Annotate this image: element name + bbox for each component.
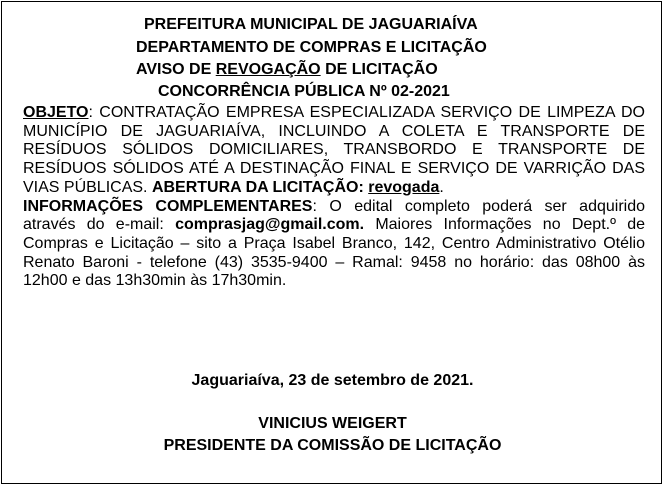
abertura-colon: : [358,178,369,196]
objeto-paragraph [23,104,645,198]
header-municipality: PREFEITURA MUNICIPAL DE JAGUARIAÍVA [144,16,478,33]
abertura-label: ABERTURA DA LICITAÇÃO [151,178,359,196]
objeto-label: OBJETO [23,104,89,121]
signatory-name: VINICIUS WEIGERT [258,415,407,432]
info-text-1: : O edital completo poderá ser adquirido através do e-mail: [23,197,646,234]
header-department: DEPARTAMENTO DE COMPRAS E LICITAÇÃO [136,39,487,56]
notice-title-revocation: REVOGAÇÃO [215,61,321,78]
info-label: INFORMAÇÕES COMPLEMENTARES [23,197,313,215]
notice-frame [1,1,662,484]
notice-body [23,104,645,291]
info-text-2: Maiores Informações no Dept.º de Compras e Licitação – sito a Praça Isabel Branco, 142, Centro Administrativo Otélio Renato Baroni - telefone (43) 3535-9400 – Ramal: 9458 no horário: das 08h00 às 12h00 e das 13h30min às 17h30min. [23,216,645,290]
notice-title-prefix: AVISO DE [136,61,216,78]
objeto-end: . [439,178,444,196]
header-tender-number: CONCORRÊNCIA PÚBLICA Nº 02-2021 [158,83,450,100]
abertura-value: revogada [368,178,440,196]
header-notice-title [136,60,438,79]
objeto-text: : CONTRATAÇÃO EMPRESA ESPECIALIZADA SERVIÇO DE LIMPEZA DO MUNICÍPIO DE JAGUARIAÍVA, INCLUINDO A COLETA E TRANSPORTE DE RESÍDUOS SÓLIDOS DOMICILIARES, TRANSBORDO E TRANSPORTE DE RESÍDUOS SÓLIDOS ATÉ A DESTINAÇÃO FINAL E SERVIÇO DE VARRIÇÃO DAS VIAS PÚBLICAS. [23,104,645,196]
notice-date: Jaguariaíva, 23 de setembro de 2021. [191,372,474,389]
info-paragraph [23,198,645,292]
signatory-title: PRESIDENTE DA COMISSÃO DE LICITAÇÃO [163,437,502,454]
info-email: comprasjag@gmail.com. [175,216,365,234]
notice-title-suffix: DE LICITAÇÃO [320,61,438,78]
